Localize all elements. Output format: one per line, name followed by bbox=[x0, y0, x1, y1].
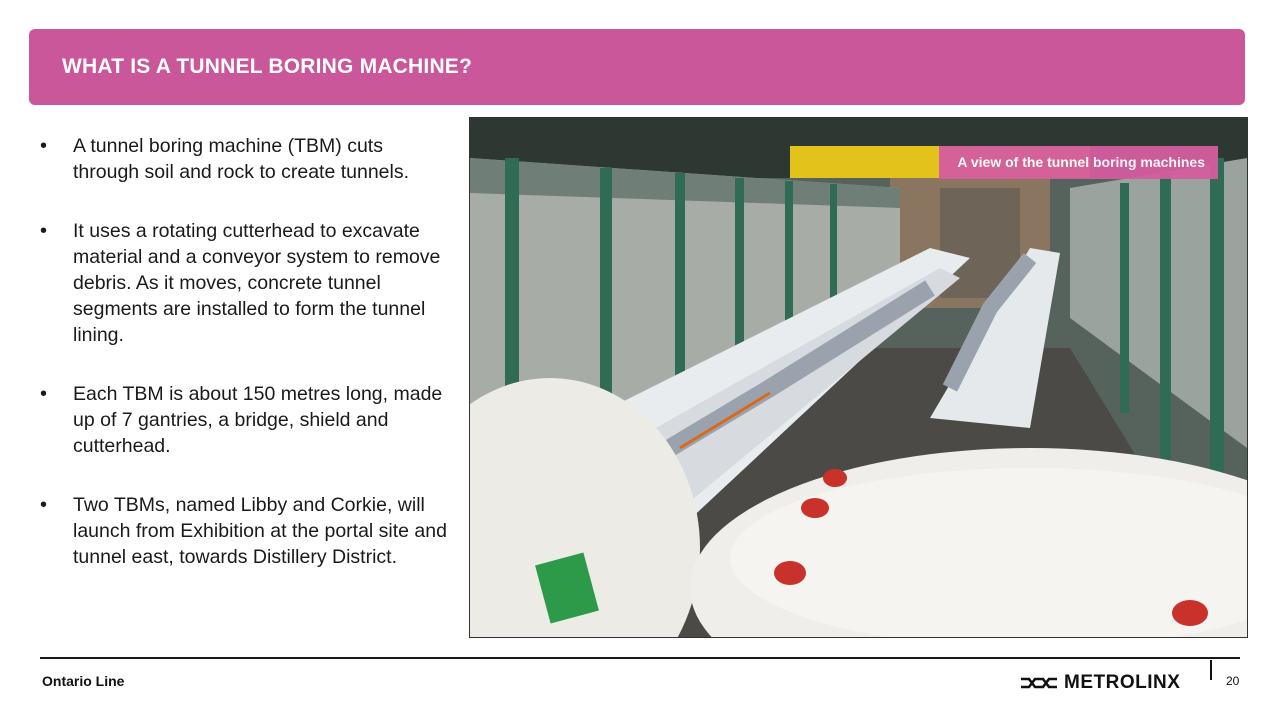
logo-wordmark: METROLINX bbox=[1064, 672, 1181, 693]
metrolinx-logo-icon bbox=[1020, 675, 1058, 691]
footer-separator bbox=[1210, 660, 1212, 680]
bullet-text: Two TBMs, named Libby and Corkie, will launch from Exhibition at the portal site and tunnel east, towards Distillery District. bbox=[73, 494, 447, 568]
metrolinx-logo bbox=[1020, 672, 1180, 694]
bullet-list bbox=[40, 133, 450, 603]
bullet-text: It uses a rotating cutterhead to excavate material and a conveyor system to remove debris. As it moves, concrete tunnel segments are installed to form the tunnel lining. bbox=[73, 220, 441, 346]
program-name: Ontario Line bbox=[42, 673, 125, 689]
page-number: 20 bbox=[1226, 674, 1240, 688]
page-title: WHAT IS A TUNNEL BORING MACHINE? bbox=[62, 55, 473, 78]
photo-caption: A view of the tunnel boring machines bbox=[939, 146, 1218, 179]
title-banner bbox=[29, 29, 1245, 105]
bullet-item bbox=[40, 133, 450, 185]
tbm-photo-illustration bbox=[470, 118, 1247, 637]
bullet-item bbox=[40, 218, 450, 348]
bullet-dot: • bbox=[40, 220, 48, 242]
bullet-item bbox=[40, 381, 450, 459]
tbm-photo bbox=[469, 117, 1248, 638]
bullet-text: Each TBM is about 150 metres long, made up of 7 gantries, a bridge, shield and cutterhead. bbox=[73, 383, 443, 457]
footer-divider bbox=[40, 657, 1240, 659]
bullet-dot: • bbox=[40, 135, 48, 157]
bullet-dot: • bbox=[40, 494, 48, 516]
bullet-dot: • bbox=[40, 383, 48, 405]
bullet-item bbox=[40, 492, 450, 570]
bullet-text: A tunnel boring machine (TBM) cuts through soil and rock to create tunnels. bbox=[73, 135, 410, 183]
